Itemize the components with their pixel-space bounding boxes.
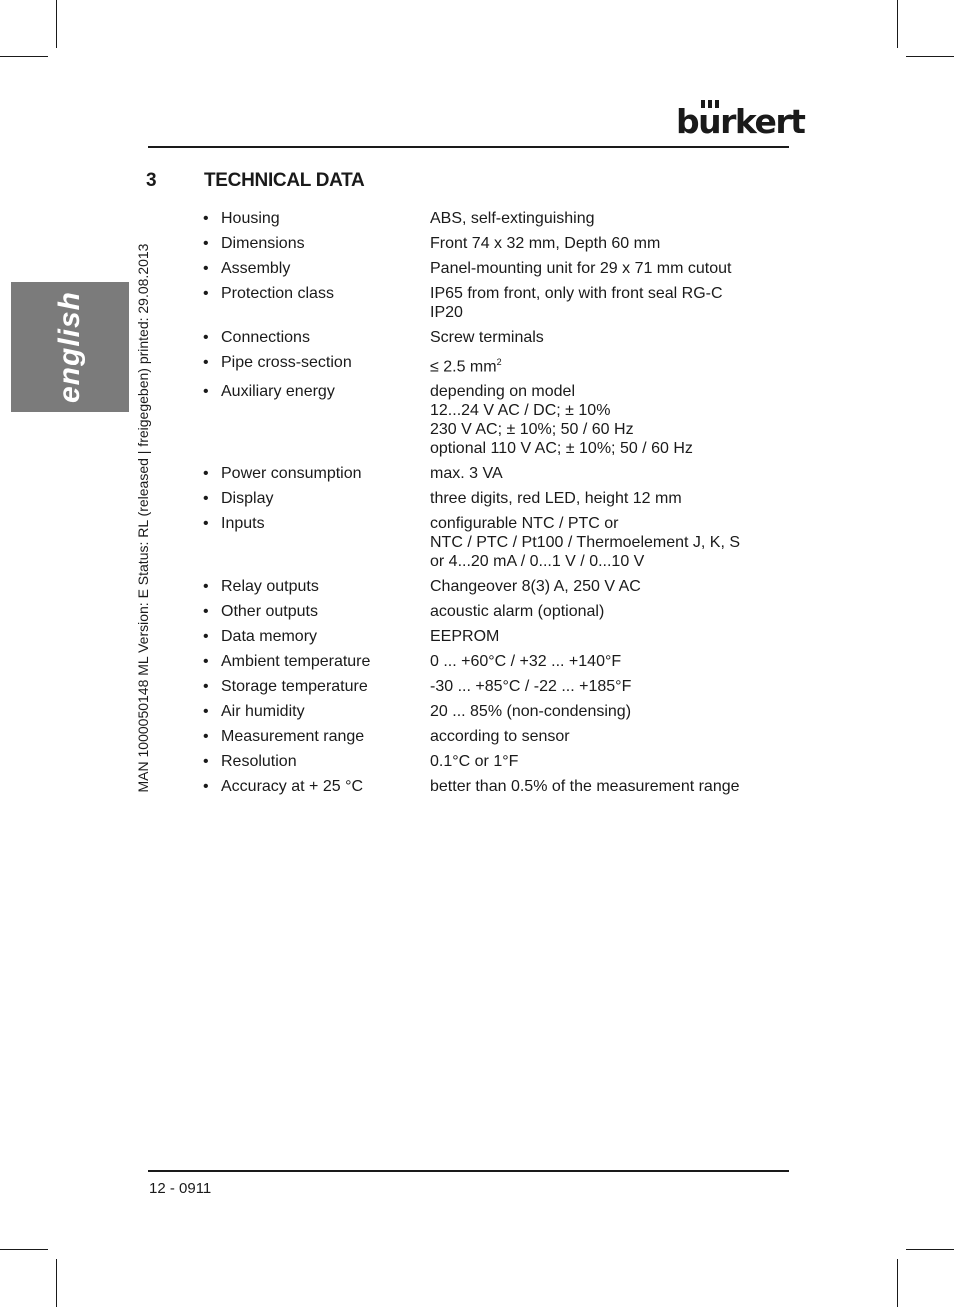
spec-label: Auxiliary energy: [221, 383, 335, 401]
spec-value: [430, 777, 780, 796]
spec-value-text: max. 3 VA: [430, 465, 503, 483]
spec-value-text: 230 V AC; ± 10%; 50 / 60 Hz: [430, 421, 634, 439]
spec-value: [430, 727, 780, 746]
spec-value-text: three digits, red LED, height 12 mm: [430, 490, 682, 508]
spec-label: Protection class: [221, 285, 334, 302]
spec-label: Measurement range: [221, 728, 365, 746]
bullet: •: [203, 728, 209, 746]
bullet: •: [203, 465, 209, 483]
bullet: •: [203, 285, 209, 302]
spec-row: [203, 382, 783, 458]
language-tab: [11, 282, 129, 412]
spec-value-line: [430, 401, 780, 420]
spec-value-superscript: 2: [496, 357, 502, 367]
spec-value: [430, 677, 780, 696]
spec-value-text: depending on model: [430, 383, 576, 401]
spec-row: [203, 259, 783, 278]
document-status: MAN 1000050148 ML Version: E Status: RL (released | freigegeben) printed: 29.08.2013: [135, 243, 151, 793]
spec-value-text: IP65 from front, only with front seal RG-C: [430, 285, 723, 302]
spec-value-text: ≤ 2.5 mm: [430, 358, 497, 376]
spec-value-line: [430, 464, 780, 483]
spec-value-line: [430, 652, 780, 671]
bullet: •: [203, 260, 209, 277]
spec-value: [430, 464, 780, 483]
spec-value: [430, 577, 780, 596]
spec-value-line: [430, 677, 780, 696]
spec-label: Relay outputs: [221, 578, 319, 596]
bullet: •: [203, 753, 209, 771]
spec-value: [430, 514, 780, 571]
spec-value-text: 0 ... +60°C / +32 ... +140°F: [430, 653, 622, 671]
spec-label: Data memory: [221, 628, 318, 646]
spec-value: [430, 284, 780, 322]
spec-list: [203, 209, 783, 802]
crop-mark: [0, 56, 48, 57]
spec-value: [430, 382, 780, 458]
spec-label: Air humidity: [221, 703, 305, 721]
header-rule: [148, 146, 789, 148]
spec-value: [430, 652, 780, 671]
spec-row: [203, 234, 783, 253]
spec-value-line: [430, 577, 780, 596]
bullet: •: [203, 703, 209, 721]
spec-value-line: [430, 602, 780, 621]
bullet: •: [203, 628, 209, 646]
crop-mark: [56, 0, 57, 48]
spec-row: [203, 652, 783, 671]
spec-value-line: [430, 328, 780, 347]
spec-value: [430, 702, 780, 721]
spec-value-text: better than 0.5% of the measurement range: [430, 778, 740, 796]
spec-label: Power consumption: [221, 465, 362, 483]
spec-row: [203, 602, 783, 621]
spec-value: [430, 209, 780, 228]
bullet: •: [203, 210, 209, 227]
spec-value-line: [430, 259, 780, 278]
spec-row: [203, 514, 783, 571]
bullet: •: [203, 653, 209, 671]
spec-label: Other outputs: [221, 603, 318, 621]
spec-label: Storage temperature: [221, 678, 368, 696]
spec-value-text: ABS, self-extinguishing: [430, 210, 595, 227]
spec-row: [203, 328, 783, 347]
bullet: •: [203, 383, 209, 401]
brand-name: burkert: [676, 102, 805, 141]
spec-value-text: 0.1°C or 1°F: [430, 753, 519, 771]
spec-label: Accuracy at + 25 °C: [221, 778, 364, 796]
spec-label: Dimensions: [221, 235, 305, 252]
spec-value: [430, 234, 780, 253]
section-title: TECHNICAL DATA: [204, 170, 365, 191]
spec-value-line: [430, 439, 780, 458]
spec-value-line: [430, 382, 780, 401]
spec-row: [203, 752, 783, 771]
crop-mark: [0, 1249, 48, 1250]
spec-row: [203, 702, 783, 721]
spec-value-line: [430, 533, 780, 552]
spec-value-line: [430, 353, 780, 376]
spec-row: [203, 489, 783, 508]
spec-value-line: [430, 489, 780, 508]
spec-value-line: [430, 627, 780, 646]
spec-value-line: [430, 777, 780, 796]
spec-value-line: [430, 209, 780, 228]
spec-row: [203, 284, 783, 322]
spec-label: Assembly: [221, 260, 291, 277]
spec-label: Resolution: [221, 753, 297, 771]
crop-mark: [906, 1249, 954, 1250]
spec-row: [203, 677, 783, 696]
spec-value-text: EEPROM: [430, 628, 500, 646]
spec-value: [430, 489, 780, 508]
spec-row: [203, 727, 783, 746]
spec-value-text: NTC / PTC / Pt100 / Thermoelement J, K, S: [430, 534, 741, 552]
burkert-logo: [676, 100, 805, 144]
spec-value: [430, 602, 780, 621]
language-tab-label: english: [53, 290, 86, 404]
bullet: •: [203, 578, 209, 596]
crop-mark: [906, 56, 954, 57]
spec-value-line: [430, 234, 780, 253]
spec-label: Housing: [221, 210, 280, 227]
spec-value-line: [430, 727, 780, 746]
spec-value-line: [430, 552, 780, 571]
spec-label: Ambient temperature: [221, 653, 371, 671]
bullet: •: [203, 235, 209, 252]
crop-mark: [897, 0, 898, 48]
bullet: •: [203, 329, 209, 346]
spec-value-text: or 4...20 mA / 0...1 V / 0...10 V: [430, 553, 645, 571]
spec-row: [203, 777, 783, 796]
page-number: 12 - 0911: [149, 1180, 212, 1197]
bullet: •: [203, 603, 209, 621]
spec-value: [430, 752, 780, 771]
spec-value-text: Screw terminals: [430, 329, 544, 346]
bullet: •: [203, 678, 209, 696]
spec-value-text: according to sensor: [430, 728, 570, 746]
bullet: •: [203, 490, 209, 508]
spec-row: [203, 209, 783, 228]
spec-value-text: optional 110 V AC; ± 10%; 50 / 60 Hz: [430, 440, 693, 458]
spec-value-line: [430, 420, 780, 439]
spec-value-line: [430, 303, 780, 322]
section-number: 3: [146, 170, 157, 191]
spec-label: Inputs: [221, 515, 265, 533]
spec-label: Connections: [221, 329, 310, 346]
spec-label: Pipe cross-section: [221, 354, 352, 371]
spec-row: [203, 577, 783, 596]
spec-value: [430, 627, 780, 646]
spec-value-line: [430, 702, 780, 721]
spec-value-text: Changeover 8(3) A, 250 V AC: [430, 578, 641, 596]
spec-value: [430, 259, 780, 278]
spec-value-text: IP20: [430, 304, 463, 321]
bullet: •: [203, 515, 209, 533]
spec-value-line: [430, 752, 780, 771]
crop-mark: [897, 1259, 898, 1307]
spec-value-text: configurable NTC / PTC or: [430, 515, 619, 533]
spec-label: Display: [221, 490, 274, 508]
spec-row: [203, 627, 783, 646]
spec-value-text: 20 ... 85% (non-condensing): [430, 703, 632, 721]
spec-value-text: Front 74 x 32 mm, Depth 60 mm: [430, 235, 661, 252]
spec-row: [203, 353, 783, 376]
spec-value-line: [430, 284, 780, 303]
spec-value-text: 12...24 V AC / DC; ± 10%: [430, 402, 611, 420]
spec-row: [203, 464, 783, 483]
spec-value-line: [430, 514, 780, 533]
bullet: •: [203, 778, 209, 796]
spec-value: [430, 353, 780, 376]
spec-value-text: Panel-mounting unit for 29 x 71 mm cutout: [430, 260, 732, 277]
spec-value: [430, 328, 780, 347]
bullet: •: [203, 354, 209, 371]
crop-mark: [56, 1259, 57, 1307]
footer-rule: [148, 1170, 789, 1172]
spec-value-text: -30 ... +85°C / -22 ... +185°F: [430, 678, 632, 696]
spec-value-text: acoustic alarm (optional): [430, 603, 605, 621]
